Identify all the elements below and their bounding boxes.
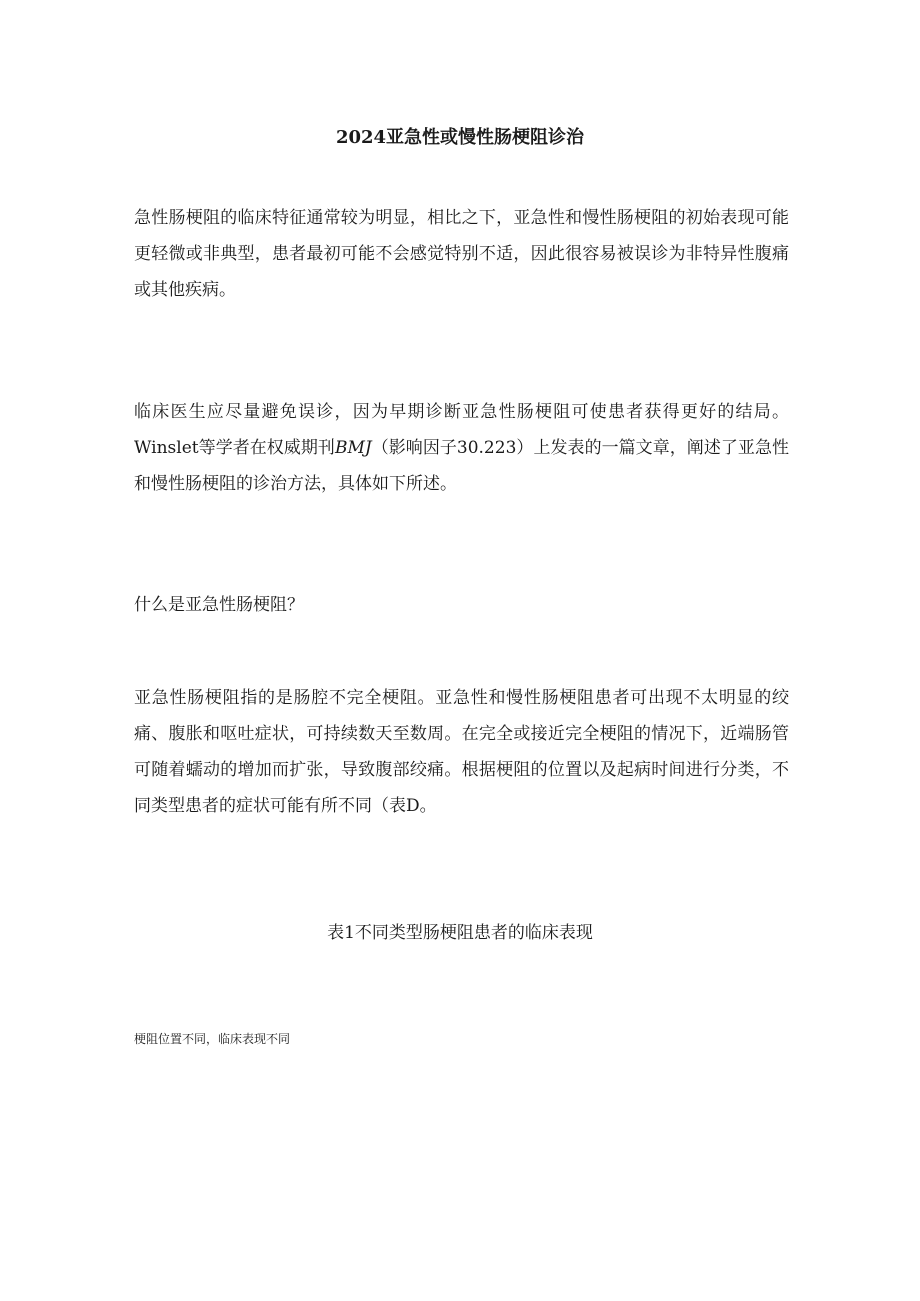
document-title: 2024亚急性或慢性肠梗阻诊治 (335, 127, 585, 148)
paragraph-diagnosis-part-2: （影响因子30.223）上发表的一篇文章，阐述了亚急性和慢性肠梗阻的诊治方法，具体如下所述。 (134, 438, 789, 494)
journal-name: BMJ (334, 438, 372, 458)
paragraph-intro: 急性肠梗阻的临床特征通常较为明显，相比之下，亚急性和慢性肠梗阻的初始表现可能更轻微或非典型，患者最初可能不会感觉特别不适，因此很容易被误诊为非特异性腹痛或其他疾病。 (134, 208, 789, 300)
paragraph-diagnosis (134, 394, 789, 502)
paragraph-diagnosis-part-1: 临床医生应尽量避免误诊，因为早期诊断亚急性肠梗阻可使患者获得更好的结局。Winslet等学者在权威期刊 (134, 402, 789, 458)
section-heading: 什么是亚急性肠梗阻？ (134, 595, 304, 615)
figure-note: 梗阻位置不同，临床表现不同 (134, 1032, 291, 1046)
paragraph-definition: 亚急性肠梗阻指的是肠腔不完全梗阻。亚急性和慢性肠梗阻患者可出现不太明显的绞痛、腹胀和呕吐症状，可持续数天至数周。在完全或接近完全梗阻的情况下，近端肠管可随着蠕动的增加而扩张，导致腹部绞痛。根据梗阻的位置以及起病时间进行分类，不同类型患者的症状可能有所不同（表D。 (134, 688, 789, 816)
table-caption: 表1不同类型肠梗阻患者的临床表现 (327, 923, 593, 943)
